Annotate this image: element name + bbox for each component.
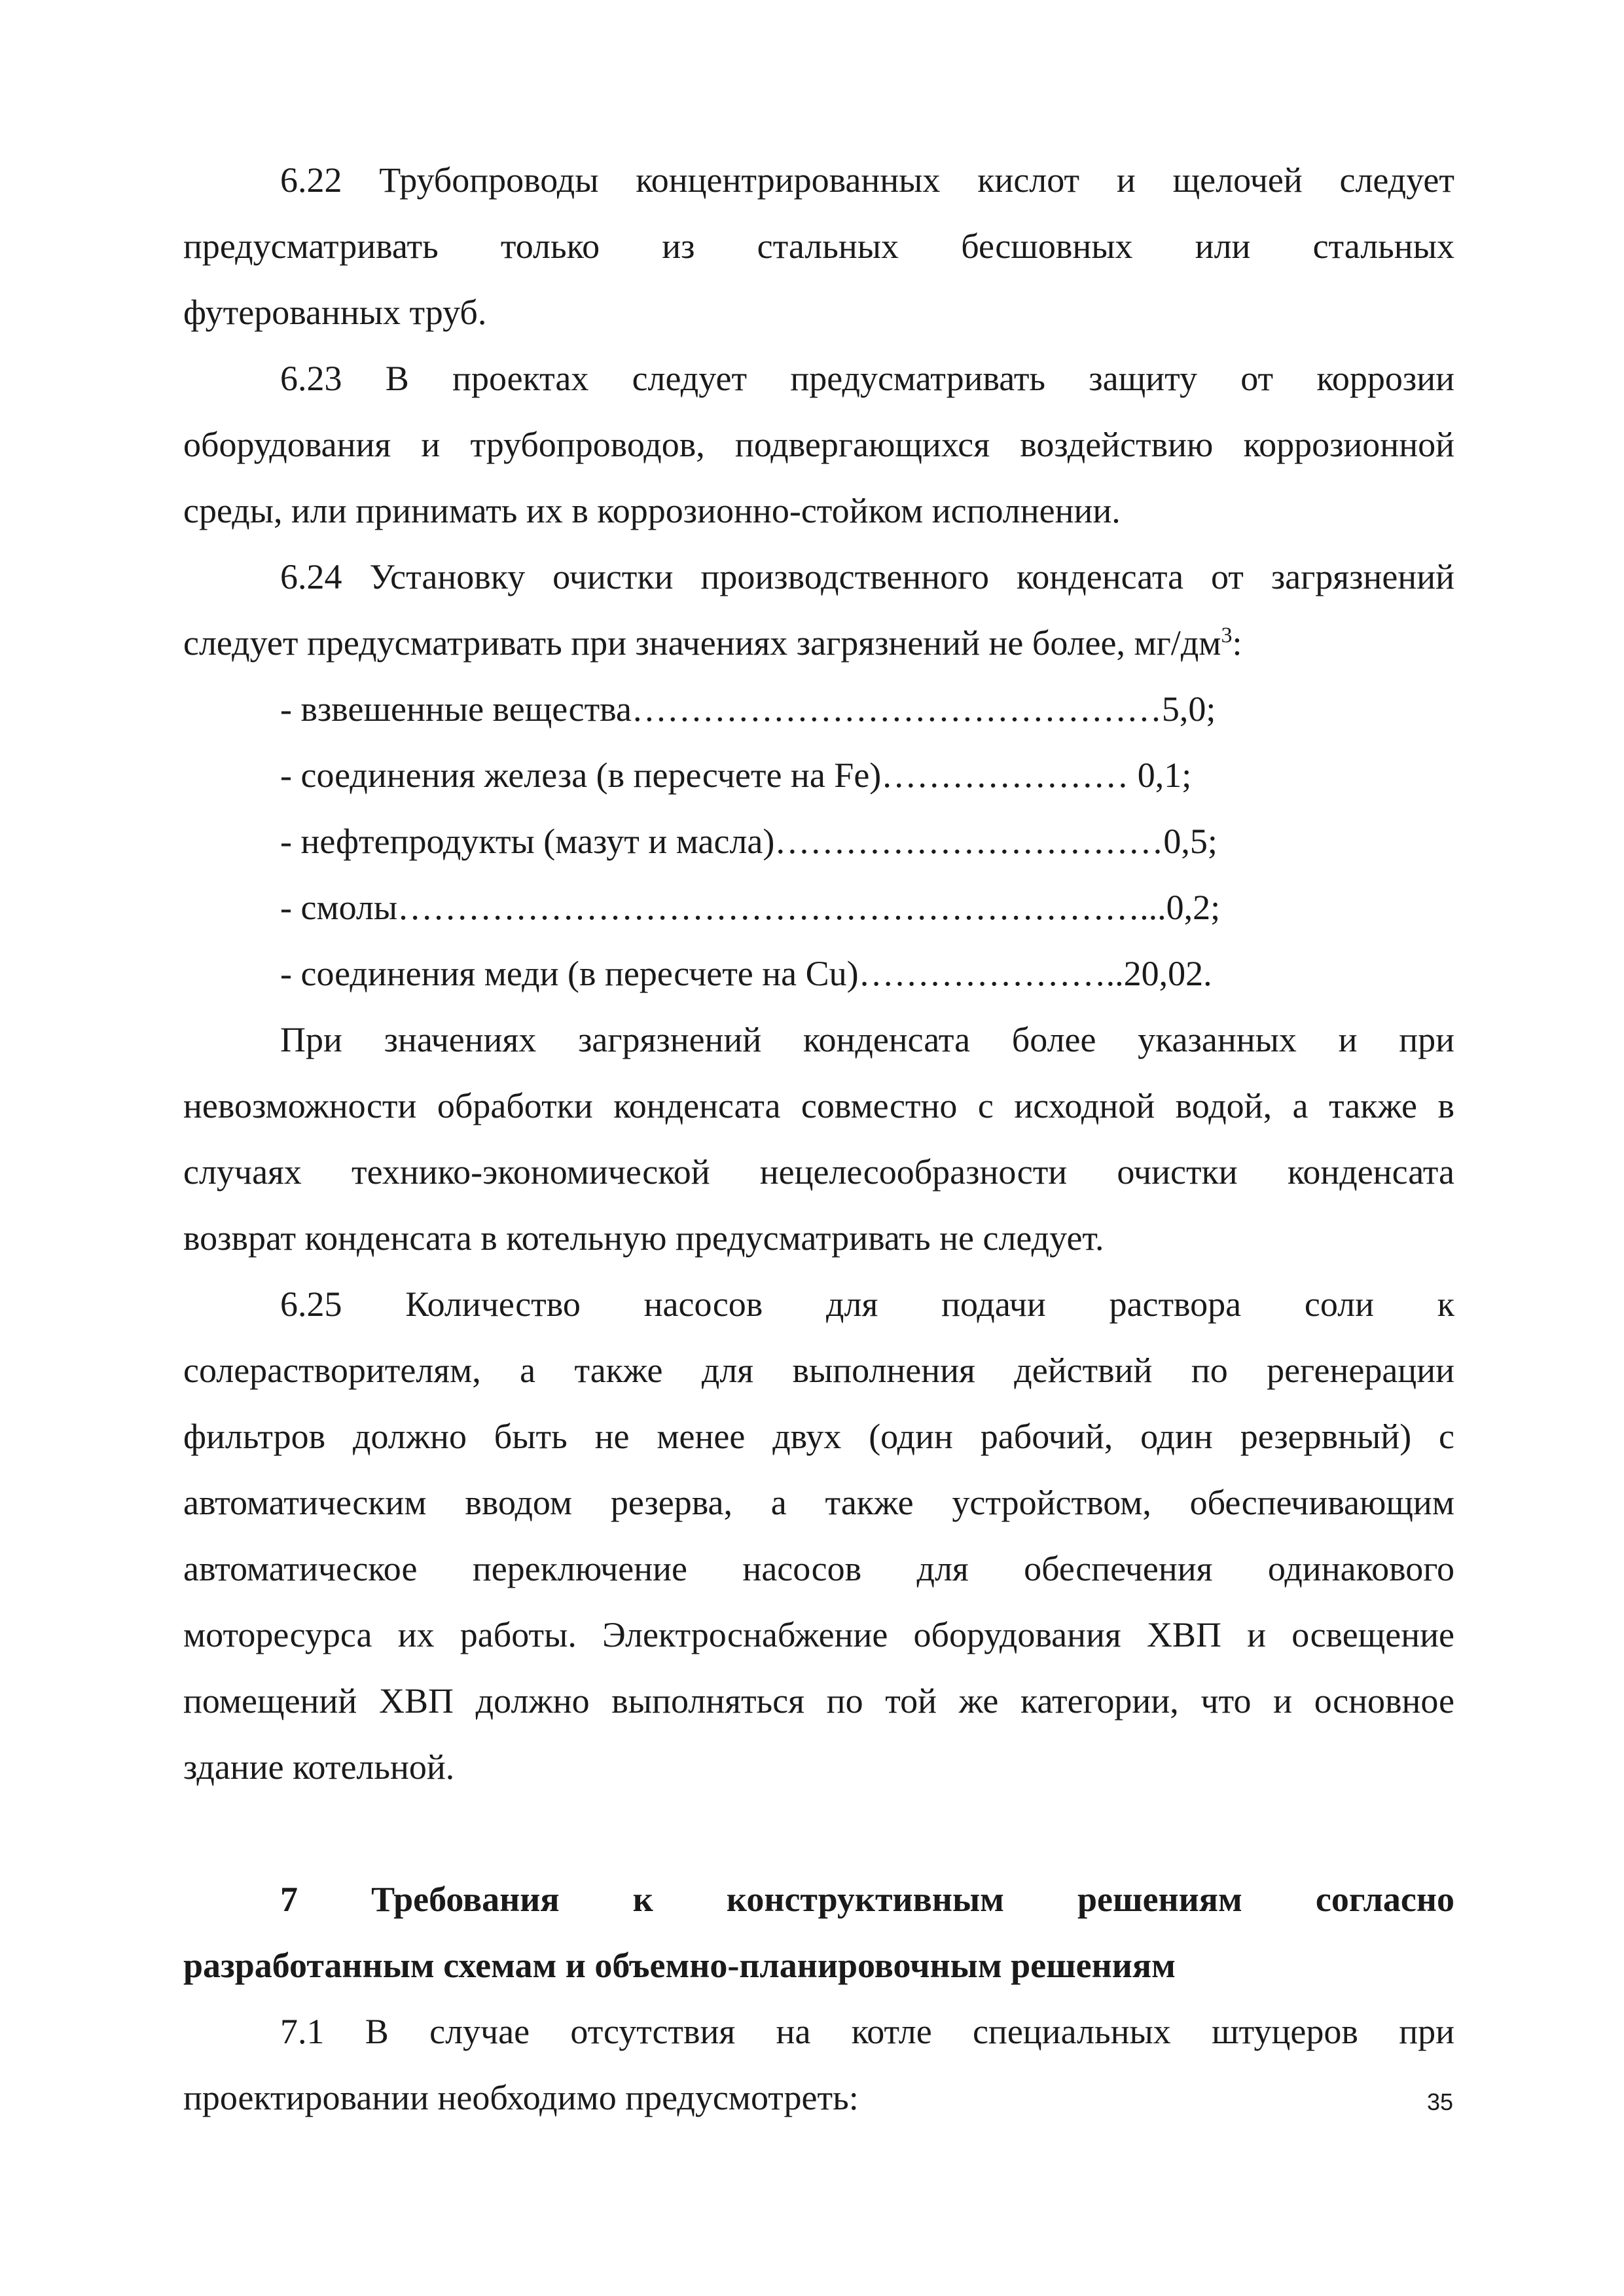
paragraph-6-24-line-2 <box>183 620 1454 666</box>
paragraph-7-1-line-1: 7.1 В случае отсутствия на котле специальных штуцеров при <box>280 2012 1454 2051</box>
paragraph-6-22-line-2: предусматривать только из стальных бесшовных или стальных <box>183 227 1454 266</box>
paragraph-when-line-3: случаях технико-экономической нецелесообразности очистки конденсата <box>183 1152 1454 1192</box>
paragraph-6-23-line-1: 6.23 В проектах следует предусматривать защиту от коррозии <box>280 359 1454 398</box>
paragraph-6-25-line-5: автоматическое переключение насосов для обеспечения одинакового <box>183 1549 1454 1588</box>
paragraph-6-25-line-3: фильтров должно быть не менее двух (один рабочий, один резервный) с <box>183 1417 1454 1456</box>
paragraph-7-1-line-2: проектировании необходимо предусмотреть: <box>183 2078 859 2117</box>
paragraph-6-25-line-1: 6.25 Количество насосов для подачи раствора соли к <box>280 1285 1454 1324</box>
section-7-heading-line-2: разработанным схемам и объемно-планировочным решениям <box>183 1946 1176 1985</box>
paragraph-6-25-line-7: помещений ХВП должно выполняться по той же категории, что и основное <box>183 1681 1454 1721</box>
paragraph-when-line-2: невозможности обработки конденсата совместно с исходной водой, а также в <box>183 1086 1454 1125</box>
paragraph-6-22-line-3: футерованных труб. <box>183 293 487 332</box>
limit-item-resins: - смолы………………………………………………………...0,2; <box>280 888 1221 927</box>
section-7-heading-line-1: 7 Требования к конструктивным решениям согласно <box>280 1880 1454 1919</box>
limit-item-copper: - соединения меди (в пересчете на Cu)…………………..20,02. <box>280 954 1212 993</box>
paragraph-6-25-line-2: солерастворителям, а также для выполнения действий по регенерации <box>183 1351 1454 1390</box>
paragraph-6-25-line-6: моторесурса их работы. Электроснабжение оборудования ХВП и освещение <box>183 1615 1454 1654</box>
paragraph-6-25-line-8: здание котельной. <box>183 1747 455 1787</box>
limit-item-suspended-solids: - взвешенные вещества………………………………………5,0; <box>280 689 1216 729</box>
limit-item-oil-products: - нефтепродукты (мазут и масла)……………………………0,5; <box>280 822 1218 861</box>
superscript-3: 3 <box>1221 623 1233 647</box>
paragraph-when-line-1: При значениях загрязнений конденсата более указанных и при <box>280 1020 1454 1059</box>
paragraph-6-23-line-2: оборудования и трубопроводов, подвергающихся воздействию коррозионной <box>183 425 1454 464</box>
paragraph-6-22-line-1: 6.22 Трубопроводы концентрированных кислот и щелочей следует <box>280 160 1454 200</box>
paragraph-6-24-line-1: 6.24 Установку очистки производственного конденсата от загрязнений <box>280 557 1454 596</box>
paragraph-6-24-line-2-colon: : <box>1232 623 1242 663</box>
limit-item-iron: - соединения железа (в пересчете на Fe)………………… 0,1; <box>280 756 1192 795</box>
paragraph-6-23-line-3: среды, или принимать их в коррозионно-стойком исполнении. <box>183 491 1121 530</box>
paragraph-6-24-line-2-text: следует предусматривать при значениях загрязнений не более, мг/дм <box>183 623 1221 663</box>
paragraph-6-25-line-4: автоматическим вводом резерва, а также устройством, обеспечивающим <box>183 1483 1454 1522</box>
page-number: 35 <box>1426 2088 1453 2115</box>
paragraph-when-line-4: возврат конденсата в котельную предусматривать не следует. <box>183 1218 1104 1258</box>
